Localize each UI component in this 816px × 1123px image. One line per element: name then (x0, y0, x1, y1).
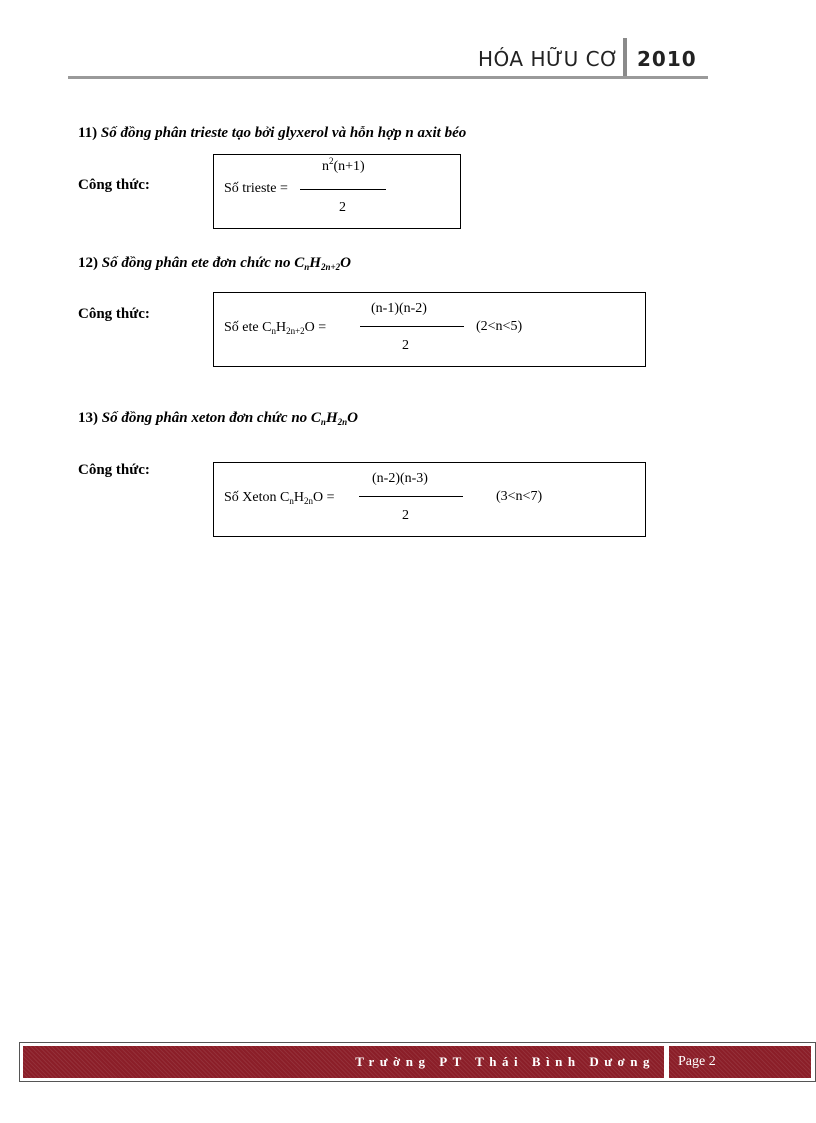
footer-school-name: Trường PT Thái Bình Dương (355, 1054, 655, 1069)
section-title: Số đồng phân trieste tạo bởi glyxerol và hỗn hợp n axit béo (100, 125, 467, 141)
header-rule (68, 76, 708, 79)
fraction-bar (359, 496, 463, 497)
section-number: 13) (78, 410, 98, 426)
header-year: 2010 (637, 47, 697, 71)
formula-label: Công thức: (78, 177, 150, 193)
formula-denominator: 2 (339, 200, 346, 215)
section-13-heading (78, 410, 358, 427)
formula-lhs: Số Xeton $C_nH_{2n}O$ = (224, 490, 335, 506)
formula-denominator: 2 (402, 508, 409, 523)
formula-label: Công thức: (78, 462, 150, 478)
section-11-heading (78, 125, 466, 142)
formula-condition: (2<n<5) (476, 319, 523, 334)
formula-box-11 (213, 154, 461, 229)
header-title: HÓA HỮU CƠ (478, 47, 619, 71)
formula-numerator: $n^2(n+1)$ (322, 156, 365, 174)
formula-lhs: Số trieste = (224, 181, 288, 196)
footer-page-number: Page 2 (678, 1054, 716, 1069)
formula-label: Công thức: (78, 306, 150, 322)
formula-box-13 (213, 462, 646, 537)
formula-denominator: 2 (402, 338, 409, 353)
section-number: 12) (78, 255, 98, 271)
formula-condition: (3<n<7) (496, 489, 543, 504)
footer-divider (666, 1046, 668, 1078)
section-12-heading (78, 255, 351, 272)
header-separator (623, 38, 627, 78)
formula-box-12 (213, 292, 646, 367)
section-title: Số đồng phân xeton đơn chức no $C_nH_{2n}O$ (101, 410, 358, 427)
formula-lhs: Số ete $C_nH_{2n+2}O$ = (224, 320, 327, 336)
section-title: Số đồng phân ete đơn chức no $C_nH_{2n+2}O$ (101, 255, 351, 272)
formula-numerator: (n-2)(n-3) (372, 471, 428, 486)
fraction-bar (300, 189, 386, 190)
section-number: 11) (78, 125, 98, 141)
fraction-bar (360, 326, 464, 327)
formula-numerator: (n-1)(n-2) (371, 301, 427, 316)
